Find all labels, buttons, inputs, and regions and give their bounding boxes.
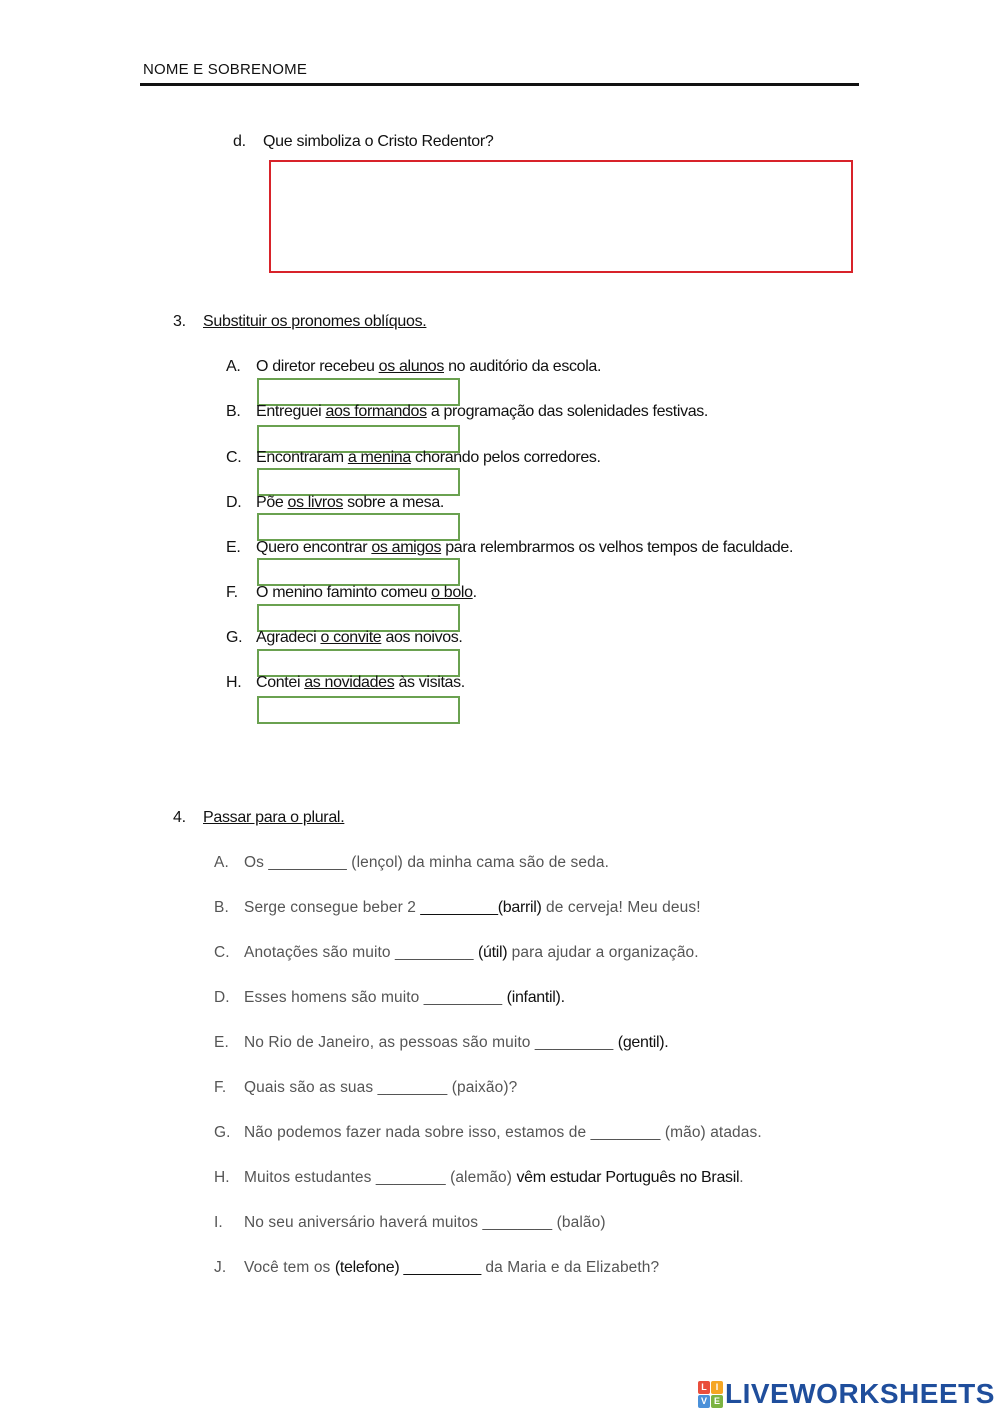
item-text: Entreguei [256, 403, 326, 420]
section-4-number: 4. [173, 809, 186, 826]
item-underlined-text: a menina [347, 449, 411, 466]
section-3-item [226, 629, 463, 647]
section-4-item [214, 1079, 517, 1097]
item-marker: H. [214, 1169, 230, 1186]
item-text: da Maria e da Elizabeth? [480, 1259, 660, 1276]
item-text: Quero encontrar [256, 539, 372, 556]
item-underlined-text: os alunos [378, 358, 444, 375]
section-3-number: 3. [173, 313, 186, 330]
question-d [233, 133, 494, 151]
item-text: O diretor recebeu [256, 358, 379, 375]
item-marker: I. [214, 1214, 223, 1231]
section-3-item [226, 494, 444, 512]
item-marker: F. [214, 1079, 227, 1096]
item-marker: A. [214, 854, 229, 871]
item-emphasis: vêm estudar Português no Brasil [516, 1169, 740, 1186]
item-text: Agradeci [256, 629, 321, 646]
item-text: . [739, 1169, 744, 1186]
item-text: a programação das solenidades festivas. [426, 403, 709, 420]
item-underlined-text: o bolo [431, 584, 473, 601]
item-text: Não podemos fazer nada sobre isso, estamos de ________ (mão) atadas. [244, 1124, 762, 1141]
item-marker: B. [226, 403, 241, 420]
item-text: Esses homens são muito _________ [244, 989, 507, 1006]
section-4-item [214, 854, 609, 872]
section-4-item [214, 899, 701, 917]
section-3-item [226, 674, 465, 692]
question-d-answer-box[interactable] [269, 160, 853, 273]
item-emphasis: (gentil). [617, 1034, 669, 1051]
logo-tile: L [698, 1381, 710, 1394]
item-text: para relembrarmos os velhos tempos de faculdade. [441, 539, 794, 556]
section-4-title-text: Passar para o plural. [203, 809, 345, 826]
logo-tile: E [711, 1395, 723, 1408]
section-3-item [226, 584, 477, 602]
item-text: para ajudar a organização. [507, 944, 699, 961]
item-underlined-text: as novidades [304, 674, 395, 691]
item-text: sobre a mesa. [343, 494, 444, 511]
item-text: Você tem os [244, 1259, 335, 1276]
item-emphasis: _________(barril) [420, 899, 542, 916]
item-marker: F. [226, 584, 238, 601]
item-marker: E. [226, 539, 241, 556]
answer-box-g[interactable] [257, 649, 460, 677]
answer-box-d[interactable] [257, 513, 460, 541]
section-4-item [214, 989, 565, 1007]
item-marker: B. [214, 899, 229, 916]
answer-box-c[interactable] [257, 468, 460, 496]
section-3-item [226, 539, 793, 557]
question-d-text: Que simboliza o Cristo Redentor? [263, 133, 494, 150]
answer-box-e[interactable] [257, 558, 460, 586]
item-underlined-text: os amigos [371, 539, 442, 556]
logo-tile: V [698, 1395, 710, 1408]
section-4-item [214, 1169, 744, 1187]
section-4-item [214, 944, 699, 962]
item-marker: J. [214, 1259, 227, 1276]
item-marker: H. [226, 674, 242, 691]
item-marker: E. [214, 1034, 229, 1051]
item-underlined-text: aos formandos [325, 403, 427, 420]
section-3-item [226, 449, 601, 467]
section-3-item [226, 403, 708, 421]
item-marker: D. [226, 494, 242, 511]
item-text: Encontraram [256, 449, 348, 466]
item-text: O menino faminto comeu [256, 584, 432, 601]
header-divider [140, 83, 859, 86]
item-text: Serge consegue beber 2 [244, 899, 421, 916]
item-text: Anotações são muito _________ [244, 944, 478, 961]
item-text: Contei [256, 674, 305, 691]
item-text: no auditório da escola. [444, 358, 602, 375]
item-marker: A. [226, 358, 241, 375]
name-label: NOME E SOBRENOME [143, 61, 308, 78]
item-text: Muitos estudantes ________ (alemão) [244, 1169, 517, 1186]
item-text: às visitas. [394, 674, 465, 691]
section-4-item [214, 1214, 606, 1232]
item-marker: C. [214, 944, 230, 961]
item-emphasis: (telefone) _________ [334, 1259, 481, 1276]
item-text: chorando pelos corredores. [410, 449, 601, 466]
item-text: aos noivos. [381, 629, 463, 646]
item-text: Os _________ (lençol) da minha cama são de seda. [244, 854, 609, 871]
section-3-title-text: Substituir os pronomes oblíquos. [203, 313, 427, 330]
question-d-marker: d. [233, 133, 246, 150]
section-4-item [214, 1034, 668, 1052]
item-underlined-text: o convite [320, 629, 382, 646]
section-3-item [226, 358, 601, 376]
section-3-title [173, 313, 426, 331]
answer-box-a[interactable] [257, 378, 460, 406]
logo-tile: I [711, 1381, 723, 1394]
section-4-item [214, 1124, 762, 1142]
item-marker: G. [214, 1124, 231, 1141]
item-emphasis: (infantil). [506, 989, 565, 1006]
liveworksheets-logo [698, 1378, 995, 1410]
section-4-item [214, 1259, 659, 1277]
item-text: Põe [256, 494, 288, 511]
liveworksheets-logo-icon [698, 1381, 722, 1407]
answer-box-f[interactable] [257, 604, 460, 632]
answer-box-h[interactable] [257, 696, 460, 724]
liveworksheets-logo-text: LIVEWORKSHEETS [725, 1378, 995, 1409]
item-underlined-text: os livros [287, 494, 344, 511]
item-text: . [472, 584, 477, 601]
item-text: No seu aniversário haverá muitos ________ (balão) [244, 1214, 606, 1231]
item-marker: D. [214, 989, 230, 1006]
item-text: de cerveja! Meu deus! [541, 899, 701, 916]
section-4-title [173, 809, 344, 827]
item-emphasis: (útil) [477, 944, 508, 961]
item-marker: G. [226, 629, 243, 646]
item-text: Quais são as suas ________ (paixão)? [244, 1079, 518, 1096]
item-text: No Rio de Janeiro, as pessoas são muito _________ [244, 1034, 618, 1051]
item-marker: C. [226, 449, 242, 466]
